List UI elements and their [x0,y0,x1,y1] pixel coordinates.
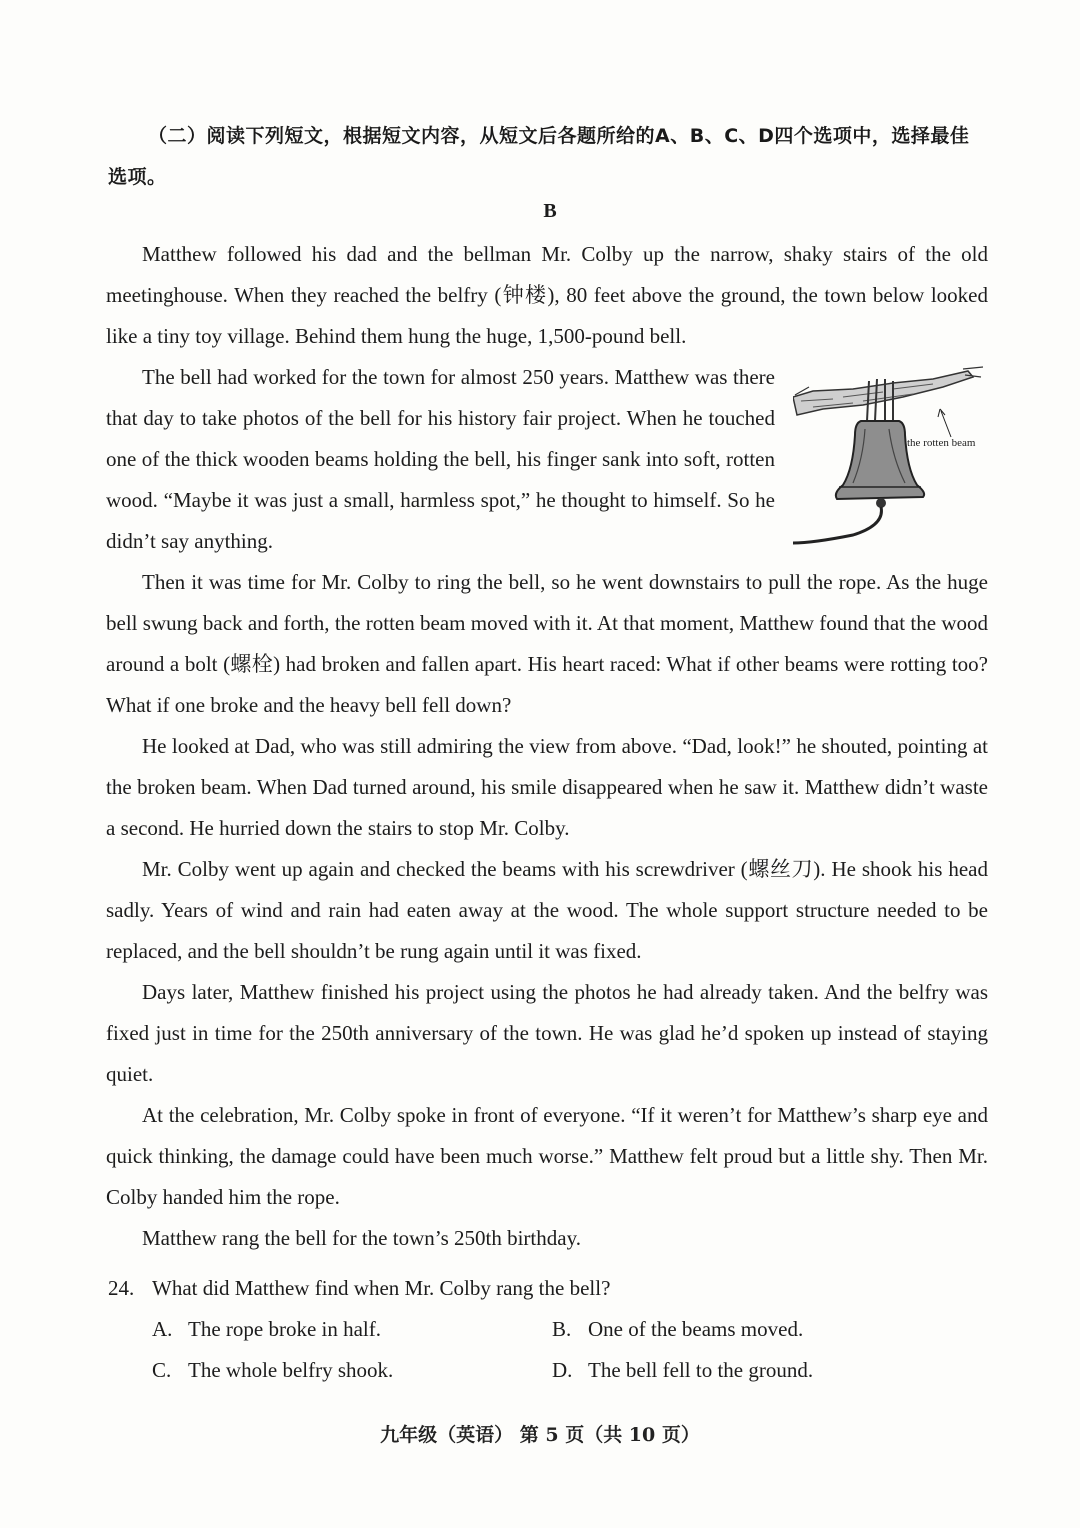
option-text: The rope broke in half. [188,1317,382,1341]
option-a[interactable] [152,1309,552,1350]
question-number: 24. [108,1276,135,1300]
paragraph: At the celebration, Mr. Colby spoke in front of everyone. “If it weren’t for Matthew’s sharp eye and quick thinking, the damage could have been much worse.” Matthew felt proud but a little shy. Then Mr. Colby handed him the rope. [106,1103,988,1209]
paragraph: He looked at Dad, who was still admiring the view from above. “Dad, look!” he shouted, pointing at the broken beam. When Dad turned around, his smile disappeared when he saw it. Matthew didn’t waste a second. He hurried down the stairs to stop Mr. Colby. [106,734,988,840]
answer-options [152,1309,988,1391]
option-letter: A. [152,1317,173,1341]
paragraph: Days later, Matthew finished his project using the photos he had already taken. And the belfry was fixed just in time for the 250th anniversary of the town. He was glad he’d spoken up instead of staying quiet. [106,980,988,1086]
page-footer: 九年级（英语） 第 5 页（共 10 页） [380,1424,700,1446]
bell-figure [793,359,988,547]
figure-caption: the rotten beam [907,437,976,449]
paragraph: Then it was time for Mr. Colby to ring the bell, so he went downstairs to pull the rope. As the huge bell swung back and forth, the rotten beam moved with it. At that moment, Matthew found that the wood around a bolt (螺栓) had broken and fallen apart. His heart raced: What if other beams were rotting too? What if one broke and the heavy bell fell down? [106,570,988,717]
option-text: The whole belfry shook. [188,1358,394,1382]
paragraph: Matthew rang the bell for the town’s 250th birthday. [142,1226,581,1250]
option-letter: D. [552,1358,573,1382]
passage-label: B [543,200,557,222]
option-text: The bell fell to the ground. [588,1358,814,1382]
section-instructions: （二）阅读下列短文，根据短文内容，从短文后各题所给的A、B、C、D四个选项中，选择最佳选项。 [108,125,970,188]
paragraph: The bell had worked for the town for almost 250 years. Matthew was there that day to take photos of the bell for his history fair project. When he touched one of the thick wooden beams holding the bell, his finger sank into soft, rotten wood. “Maybe it was just a small, harmless spot,” he thought to himself. So he didn’t say anything. [106,365,775,553]
reading-passage [106,234,988,1259]
question-24 [108,1268,988,1391]
option-d[interactable] [552,1350,952,1391]
option-letter: B. [552,1317,572,1341]
question-text: What did Matthew find when Mr. Colby rang the bell? [152,1276,611,1300]
option-b[interactable] [552,1309,952,1350]
question-stem [108,1268,988,1309]
paragraph: Matthew followed his dad and the bellman Mr. Colby up the narrow, shaky stairs of the old meetinghouse. When they reached the belfry (钟楼), 80 feet above the ground, the town below looked like a tiny toy village. Behind them hung the huge, 1,500-pound bell. [106,242,988,348]
option-c[interactable] [152,1350,552,1391]
option-letter: C. [152,1358,172,1382]
option-text: One of the beams moved. [588,1317,804,1341]
paragraph: Mr. Colby went up again and checked the beams with his screwdriver (螺丝刀). He shook his head sadly. Years of wind and rain had eaten away at the wood. The whole support structure needed to be replaced, and the bell shouldn’t be rung again until it was fixed. [106,857,988,963]
